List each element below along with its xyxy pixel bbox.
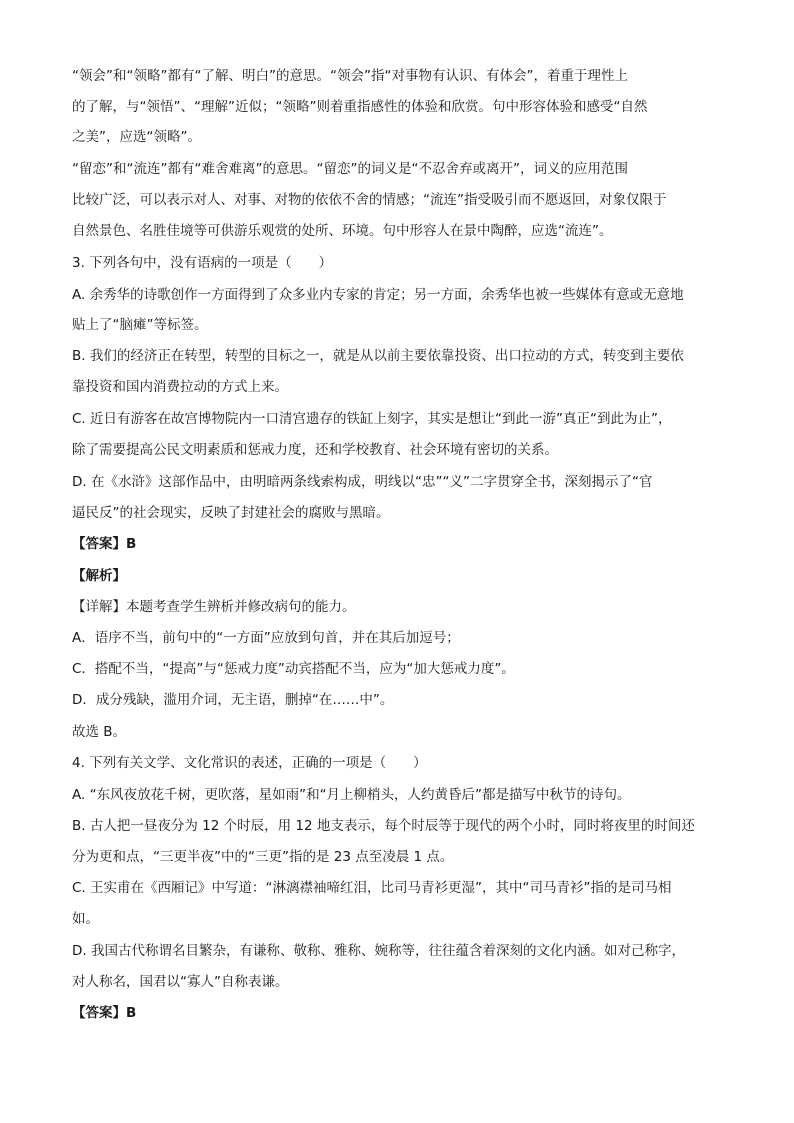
text-line: D．成分残缺，滥用介词，无主语，删掉“在……中”。	[72, 692, 394, 708]
text-line: 如。	[72, 911, 99, 927]
text-line: 比较广泛，可以表示对人、对事、对物的依依不舍的情感；“流连”指受吸引而不愿返回，对象仅限于	[72, 192, 667, 208]
text-line: 逼民反”的社会现实，反映了封建社会的腐败与黑暗。	[72, 505, 390, 521]
option-a: A. “东风夜放花千树，更吹落，星如雨”和“月上柳梢头，人约黄昏后”都是描写中秋节的诗句。	[72, 787, 631, 803]
text-line: C．搭配不当，“提高”与“惩戒力度”动宾搭配不当，应为“加大惩戒力度”。	[72, 661, 515, 677]
option-c: C. 王实甫在《西厢记》中写道：“淋漓襟袖啼红泪，比司马青衫更湿”，其中“司马青衫”指的是司马相	[72, 880, 672, 896]
option-a: A. 余秀华的诗歌创作一方面得到了众多业内专家的肯定；另一方面，余秀华也被一些媒体有意或无意地	[72, 287, 684, 303]
text-line: 靠投资和国内消费拉动的方式上来。	[72, 379, 288, 395]
question-3-stem: 3. 下列各句中，没有语病的一项是（ ）	[72, 255, 333, 271]
question-4-stem: 4. 下列有关文学、文化常识的表述，正确的一项是（ ）	[72, 755, 427, 771]
option-d: D. 我国古代称谓名目繁杂，有谦称、敬称、雅称、婉称等，往往蕴含着深刻的文化内涵。如对己称字，	[72, 943, 685, 959]
text-line: 对人称名，国君以“寡人”自称表谦。	[72, 974, 289, 990]
text-line: 故选 B。	[72, 724, 127, 740]
option-b: B. 古人把一昼夜分为 12 个时辰，用 12 地支表示，每个时辰等于现代的两个小时，同时将夜里的时间还	[72, 818, 695, 834]
text-line: “留恋”和“流连”都有“难舍难离”的意思。“留恋”的词义是“不忍舍弃或离开”，词义的应用范围	[72, 161, 628, 177]
text-line: 自然景色、名胜佳境等可供游乐观赏的处所、环境。句中形容人在景中陶醉，应选“流连”。	[72, 223, 613, 239]
text-line: A．语序不当，前句中的“一方面”应放到句首，并在其后加逗号；	[72, 630, 460, 646]
detail-explanation: 【详解】本题考查学生辨析并修改病句的能力。	[72, 599, 356, 615]
answer-label: 【答案】B	[72, 1005, 137, 1021]
option-b: B. 我们的经济正在转型，转型的目标之一，就是从以前主要依靠投资、出口拉动的方式，转变到主要依	[72, 348, 684, 364]
text-line: “领会”和“领略”都有“了解、明白”的意思。“领会”指“对事物有认识、有体会”，着重于理性上	[72, 68, 628, 84]
text-line: 之美”，应选“领略”。	[72, 129, 201, 145]
option-c: C. 近日有游客在故宫博物院内一口清宫遗存的铁缸上刻字，其实是想让“到此一游”真正“到此为止”，	[72, 411, 672, 427]
text-line: 的了解，与“领悟”、“理解”近似；“领略”则着重指感性的体验和欣赏。句中形容体验和感受“自然	[72, 99, 648, 115]
text-line: 除了需要提高公民文明素质和惩戒力度，还和学校教育、社会环境有密切的关系。	[72, 442, 558, 458]
analysis-label: 【解析】	[72, 568, 126, 584]
text-line: 分为更和点，“三更半夜”中的“三更”指的是 23 点至凌晨 1 点。	[72, 849, 454, 865]
text-line: 贴上了“脑瘫”等标签。	[72, 317, 208, 333]
option-d: D. 在《水浒》这部作品中，由明暗两条线索构成，明线以“忠”“义”二字贯穿全书，深刻揭示了“官	[72, 474, 653, 490]
answer-label: 【答案】B	[72, 536, 137, 552]
